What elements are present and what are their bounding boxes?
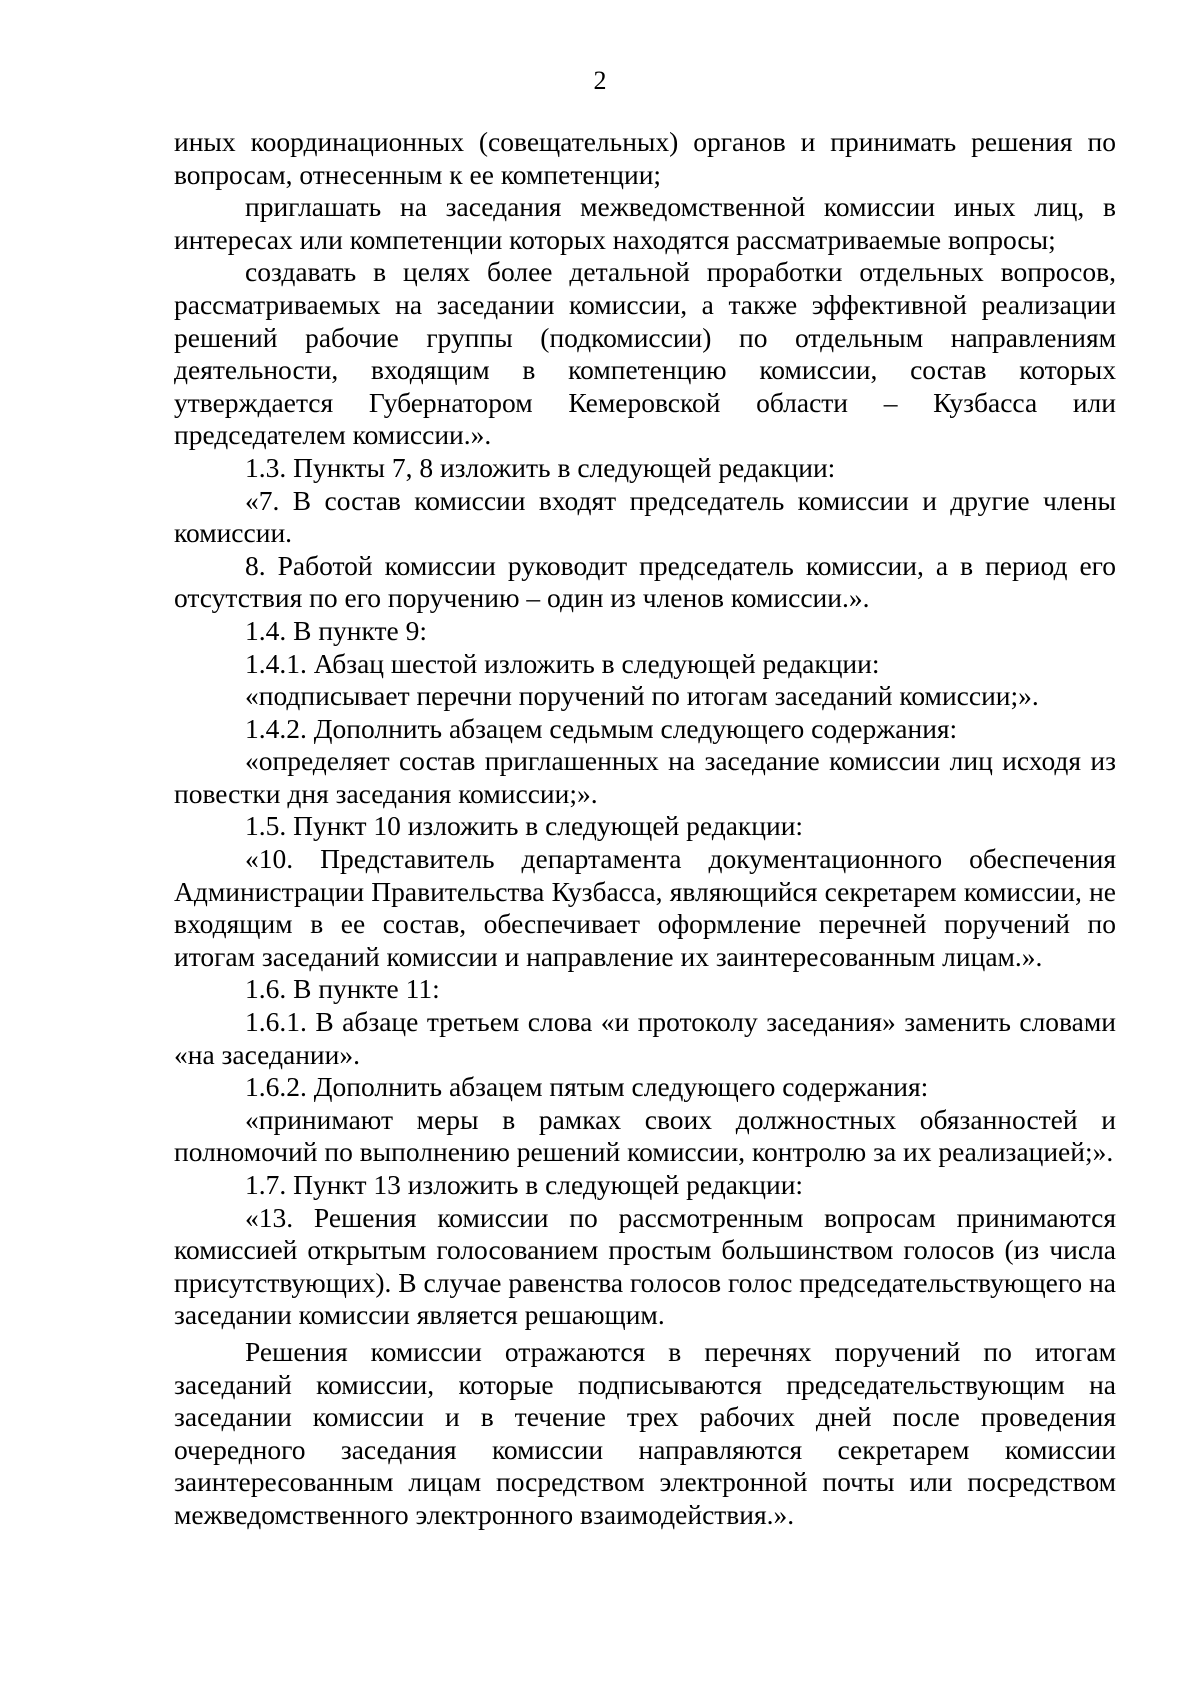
paragraph: «подписывает перечни поручений по итогам заседаний комиссии;».	[245, 680, 1039, 712]
paragraph: 1.4.2. Дополнить абзацем седьмым следующего содержания:	[245, 712, 958, 744]
paragraph: 8. Работой комиссии руководит председатель комиссии, а в период его отсутствия по его поручению – один из членов комиссии.».	[174, 549, 1116, 614]
paragraph: «принимают меры в рамках своих должностных обязанностей и полномочий по выполнению решений комиссии, контролю за их реализацией;».	[174, 1103, 1116, 1168]
paragraph: «7. В состав комиссии входят председатель комиссии и другие члены комиссии.	[174, 484, 1116, 549]
paragraph: «13. Решения комиссии по рассмотренным вопросам принимаются комиссией открытым голосованием простым большинством голосов (из числа присутствующих). В случае равенства голосов голос председательствующего на заседании комиссии является решающим.	[174, 1201, 1116, 1331]
paragraph-continuation: иных координационных (совещательных) органов и принимать решения по вопросам, отнесенным к ее компетенции;	[174, 126, 1116, 190]
paragraph: «10. Представитель департамента документационного обеспечения Администрации Правительства Кузбасса, являющийся секретарем комиссии, не входящим в ее состав, обеспечивает оформление перечней поручений по итогам заседаний комиссии и направление их заинтересованным лицам.».	[174, 843, 1116, 972]
paragraph: 1.3. Пункты 7, 8 изложить в следующей редакции:	[245, 451, 836, 483]
paragraph: приглашать на заседания межведомственной комиссии иных лиц, в интересах или компетенции которых находятся рассматриваемые вопросы;	[174, 191, 1116, 255]
paragraph: 1.7. Пункт 13 изложить в следующей редакции:	[245, 1169, 804, 1200]
page-number: 2	[593, 66, 607, 95]
paragraph: 1.4.1. Абзац шестой изложить в следующей редакции:	[245, 647, 880, 679]
paragraph: 1.5. Пункт 10 изложить в следующей редакции:	[245, 810, 804, 842]
paragraph: Решения комиссии отражаются в перечнях поручений по итогам заседаний комиссии, которые подписываются председательствующим на заседании комиссии и в течение трех рабочих дней после проведения очередного заседания комиссии направляются секретарем комиссии заинтересованным лицам посредством электронной почты или посредством межведомственного электронного взаимодействия.».	[174, 1335, 1116, 1530]
paragraph: «определяет состав приглашенных на заседание комиссии лиц исходя из повестки дня заседания комиссии;».	[174, 745, 1116, 809]
paragraph: 1.4. В пункте 9:	[245, 614, 428, 646]
document-body	[174, 126, 1116, 1532]
paragraph: 1.6.1. В абзаце третьем слова «и протоколу заседания» заменить словами «на заседании».	[174, 1006, 1116, 1070]
paragraph: 1.6.2. Дополнить абзацем пятым следующего содержания:	[245, 1071, 929, 1103]
paragraph: создавать в целях более детальной проработки отдельных вопросов, рассматриваемых на заседании комиссии, а также эффективной реализации решений рабочие группы (подкомиссии) по отдельным направлениям деятельности, входящим в компетенцию комиссии, состав которых утверждается Губернатором Кемеровской области – Кузбасса или председателем комиссии.».	[174, 256, 1116, 451]
paragraph: 1.6. В пункте 11:	[245, 973, 440, 1005]
